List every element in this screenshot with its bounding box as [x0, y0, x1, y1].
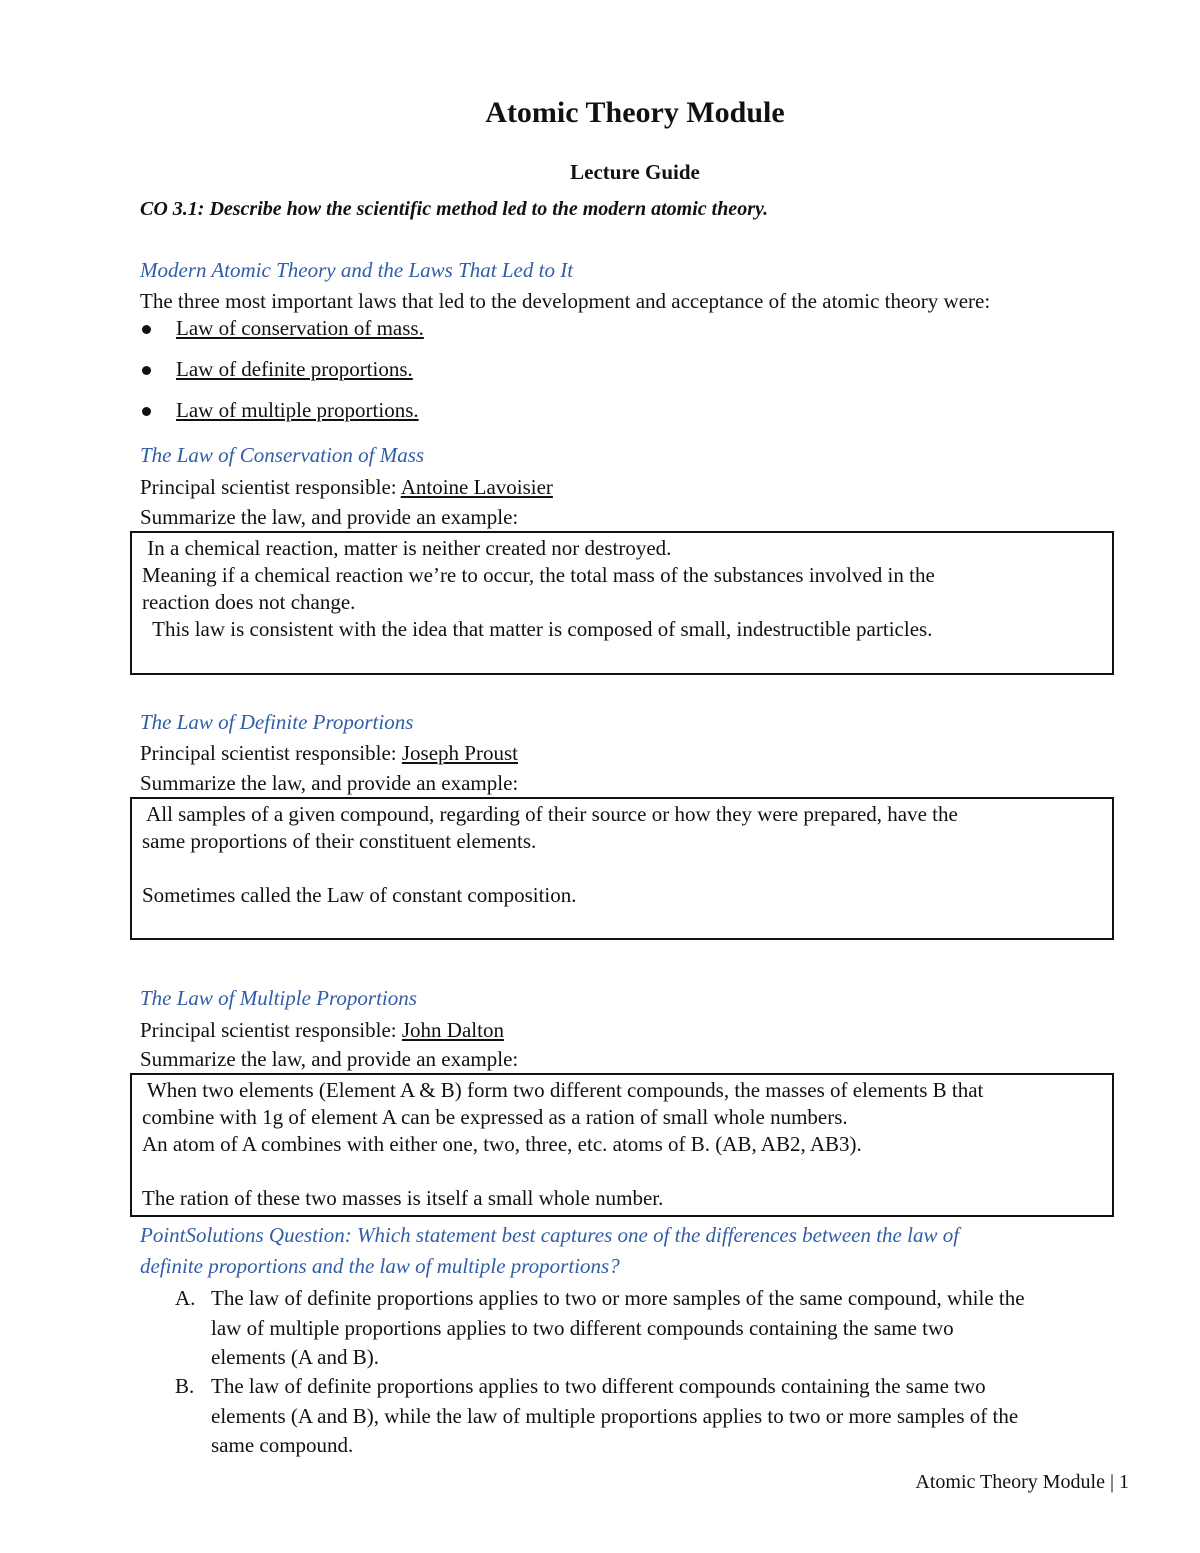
answer-box-multiple[interactable] — [130, 1073, 1114, 1217]
option-letter: B. — [175, 1374, 195, 1398]
scientist-label: Principal scientist responsible: — [140, 475, 401, 499]
answer-line: This law is consistent with the idea that matter is composed of small, indestructible particles. — [142, 617, 933, 641]
scientist-line — [140, 474, 553, 501]
answer-line: When two elements (Element A & B) form two different compounds, the masses of elements B that — [142, 1078, 984, 1102]
scientist-line — [140, 740, 518, 767]
page-title: Atomic Theory Module — [485, 96, 785, 129]
question-line: PointSolutions Question: Which statement best captures one of the differences between the law of — [140, 1223, 960, 1247]
laws-list — [140, 316, 424, 439]
answer-line: reaction does not change. — [142, 590, 356, 614]
intro-heading: Modern Atomic Theory and the Laws That Led to It — [140, 258, 574, 282]
question-line: definite proportions and the law of multiple proportions? — [140, 1254, 620, 1278]
page-footer: Atomic Theory Module | 1 — [915, 1471, 1129, 1493]
answer-line: All samples of a given compound, regarding of their source or how they were prepared, have the — [142, 802, 958, 826]
option-line: The law of definite proportions applies to two different compounds containing the same two — [211, 1374, 986, 1398]
list-item — [140, 316, 424, 357]
answer-line: combine with 1g of element A can be expressed as a ration of small whole numbers. — [142, 1105, 848, 1129]
option-line: law of multiple proportions applies to two different compounds containing the same two — [211, 1315, 954, 1340]
section-heading-definite: The Law of Definite Proportions — [140, 710, 414, 734]
bullet-icon — [142, 325, 151, 334]
answer-box-definite[interactable] — [130, 797, 1114, 940]
answer-line: Meaning if a chemical reaction we’re to occur, the total mass of the substances involved in the — [142, 563, 935, 587]
scientist-name: John Dalton — [401, 1018, 504, 1042]
answer-line — [142, 855, 1102, 882]
answer-line: Sometimes called the Law of constant composition. — [142, 883, 577, 907]
list-item — [140, 398, 424, 439]
list-item — [140, 357, 424, 398]
scientist-name: Antoine Lavoisier — [400, 475, 553, 499]
page-subtitle: Lecture Guide — [570, 160, 700, 184]
option-line: The law of definite proportions applies to two or more samples of the same compound, while the — [211, 1286, 1025, 1310]
scientist-name: Joseph Proust — [401, 741, 518, 765]
answer-line: In a chemical reaction, matter is neither created nor destroyed. — [142, 536, 672, 560]
summary-prompt: Summarize the law, and provide an example: — [140, 1047, 519, 1071]
course-objective: CO 3.1: Describe how the scientific method led to the modern atomic theory. — [140, 198, 769, 220]
summary-prompt: Summarize the law, and provide an example: — [140, 505, 519, 529]
option-line: elements (A and B). — [211, 1345, 379, 1369]
answer-line: same proportions of their constituent elements. — [142, 829, 537, 853]
answer-line: The ration of these two masses is itself a small whole number. — [142, 1186, 664, 1210]
option-line: elements (A and B), while the law of multiple proportions applies to two or more samples of the — [211, 1403, 1019, 1428]
intro-text: The three most important laws that led to the development and acceptance of the atomic theory were: — [140, 289, 991, 313]
bullet-icon — [142, 407, 151, 416]
law-item-label: Law of conservation of mass. — [176, 316, 424, 340]
law-item-label: Law of definite proportions. — [176, 357, 413, 381]
summary-prompt: Summarize the law, and provide an example: — [140, 771, 519, 795]
bullet-icon — [142, 366, 151, 375]
law-item-label: Law of multiple proportions. — [176, 398, 419, 422]
section-heading-multiple: The Law of Multiple Proportions — [140, 986, 417, 1010]
answer-line: An atom of A combines with either one, two, three, etc. atoms of B. (AB, AB2, AB3). — [142, 1132, 862, 1156]
scientist-label: Principal scientist responsible: — [140, 1018, 402, 1042]
answer-box-conservation[interactable] — [130, 531, 1114, 675]
scientist-line — [140, 1017, 504, 1044]
scientist-label: Principal scientist responsible: — [140, 741, 402, 765]
answer-line — [142, 1158, 1102, 1185]
section-heading-conservation: The Law of Conservation of Mass — [140, 443, 425, 467]
option-letter: A. — [175, 1286, 196, 1310]
pointsolutions-question — [140, 1220, 959, 1282]
option-line: same compound. — [211, 1433, 354, 1457]
